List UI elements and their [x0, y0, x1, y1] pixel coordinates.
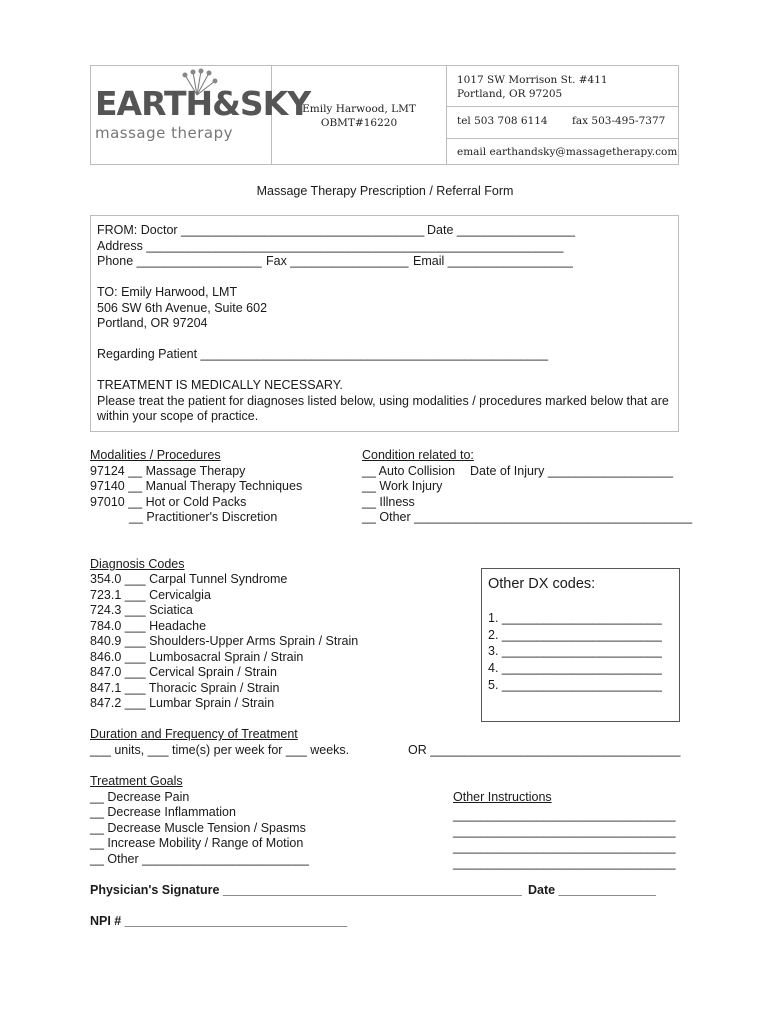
- diagnosis-item[interactable]: 847.1 ___ Thoracic Sprain / Strain: [90, 681, 280, 695]
- to-line-3: Portland, OR 97204: [97, 316, 208, 330]
- divider: [446, 138, 678, 139]
- diagnosis-item[interactable]: 846.0 ___ Lumbosacral Sprain / Strain: [90, 650, 304, 664]
- duration-frequency-field[interactable]: ___ units, ___ time(s) per week for ___ weeks.: [90, 743, 350, 757]
- condition-illness[interactable]: __ Illness: [362, 495, 415, 509]
- diagnosis-item[interactable]: 723.1 ___ Cervicalgia: [90, 588, 211, 602]
- diagnosis-item[interactable]: 847.0 ___ Cervical Sprain / Strain: [90, 665, 277, 679]
- other-instructions-line[interactable]: ________________________________: [453, 840, 676, 854]
- phone-field[interactable]: Phone __________________: [97, 254, 262, 268]
- modality-item[interactable]: 97140 __ Manual Therapy Techniques: [90, 479, 303, 493]
- modalities-heading: Modalities / Procedures: [90, 448, 221, 462]
- diagnosis-item[interactable]: 354.0 ___ Carpal Tunnel Syndrome: [90, 572, 288, 586]
- npi-field[interactable]: NPI # ________________________________: [90, 914, 348, 928]
- other-dx-line[interactable]: 5. _______________________: [488, 678, 662, 692]
- modality-item[interactable]: 97124 __ Massage Therapy: [90, 464, 246, 478]
- license-number: OBMT#16220: [320, 117, 398, 129]
- other-dx-line[interactable]: 2. _______________________: [488, 628, 662, 642]
- diagnosis-item[interactable]: 847.2 ___ Lumbar Sprain / Strain: [90, 696, 275, 710]
- condition-auto-collision[interactable]: __ Auto Collision: [362, 464, 456, 478]
- logo: [91, 66, 311, 164]
- email-field[interactable]: Email __________________: [413, 254, 573, 268]
- modality-item[interactable]: __ Practitioner's Discretion: [129, 510, 278, 524]
- diagnosis-item[interactable]: 724.3 ___ Sciatica: [90, 603, 193, 617]
- divider: [446, 66, 447, 164]
- condition-heading: Condition related to:: [362, 448, 474, 462]
- goal-item[interactable]: __ Other ________________________: [90, 852, 309, 866]
- condition-other[interactable]: __ Other ________________________________________: [362, 510, 693, 524]
- from-doctor-field[interactable]: FROM: Doctor ___________________________________: [97, 223, 425, 237]
- date-of-injury-field[interactable]: Date of Injury __________________: [470, 464, 673, 478]
- address-line-2: Portland, OR 97205: [457, 88, 563, 100]
- other-instructions-line[interactable]: ________________________________: [453, 808, 676, 822]
- other-instructions-heading: Other Instructions: [453, 790, 552, 804]
- telephone: tel 503 708 6114: [457, 115, 548, 127]
- diagnosis-item[interactable]: 784.0 ___ Headache: [90, 619, 207, 633]
- diagnosis-heading: Diagnosis Codes: [90, 557, 185, 571]
- duration-heading: Duration and Frequency of Treatment: [90, 727, 298, 741]
- fax-number: fax 503-495-7377: [572, 115, 666, 127]
- to-line-2: 506 SW 6th Avenue, Suite 602: [97, 301, 268, 315]
- duration-or-field[interactable]: OR ____________________________________: [408, 743, 681, 757]
- condition-work-injury[interactable]: __ Work Injury: [362, 479, 443, 493]
- physician-signature-field[interactable]: Physician's Signature ___________________________________________: [90, 883, 522, 897]
- goal-item[interactable]: __ Decrease Pain: [90, 790, 190, 804]
- logo-tagline: massage therapy: [95, 124, 234, 142]
- instructions-line-1: Please treat the patient for diagnoses listed below, using modalities / procedures marked below that are: [97, 394, 669, 408]
- other-dx-title: Other DX codes:: [488, 576, 596, 592]
- other-dx-line[interactable]: 4. _______________________: [488, 661, 662, 675]
- address-field[interactable]: Address ____________________________________________________________: [97, 239, 564, 253]
- other-dx-line[interactable]: 3. _______________________: [488, 644, 662, 658]
- goal-item[interactable]: __ Decrease Inflammation: [90, 805, 236, 819]
- other-instructions-line[interactable]: ________________________________: [453, 856, 676, 870]
- diagnosis-item[interactable]: 840.9 ___ Shoulders-Upper Arms Sprain / Strain: [90, 634, 359, 648]
- logo-wordmark: EARTH&SKY: [95, 84, 311, 123]
- address-line-1: 1017 SW Morrison St. #411: [457, 74, 608, 86]
- divider: [446, 106, 678, 107]
- modality-item[interactable]: 97010 __ Hot or Cold Packs: [90, 495, 247, 509]
- other-instructions-line[interactable]: ________________________________: [453, 824, 676, 838]
- form-title: Massage Therapy Prescription / Referral Form: [256, 184, 514, 198]
- medically-necessary-text: TREATMENT IS MEDICALLY NECESSARY.: [97, 378, 343, 392]
- signature-date-field[interactable]: Date ______________: [528, 883, 656, 897]
- fax-field[interactable]: Fax _________________: [266, 254, 409, 268]
- goal-item[interactable]: __ Increase Mobility / Range of Motion: [90, 836, 304, 850]
- to-line-1: TO: Emily Harwood, LMT: [97, 285, 238, 299]
- goals-heading: Treatment Goals: [90, 774, 183, 788]
- from-date-field[interactable]: Date _________________: [427, 223, 576, 237]
- goal-item[interactable]: __ Decrease Muscle Tension / Spasms: [90, 821, 306, 835]
- other-dx-line[interactable]: 1. _______________________: [488, 611, 662, 625]
- email-address: email earthandsky@massagetherapy.com: [457, 146, 678, 158]
- letterhead: [90, 65, 679, 165]
- practitioner-name: Emily Harwood, LMT: [302, 103, 416, 115]
- regarding-patient-field[interactable]: Regarding Patient __________________________________________________: [97, 347, 549, 361]
- instructions-line-2: within your scope of practice.: [97, 409, 259, 423]
